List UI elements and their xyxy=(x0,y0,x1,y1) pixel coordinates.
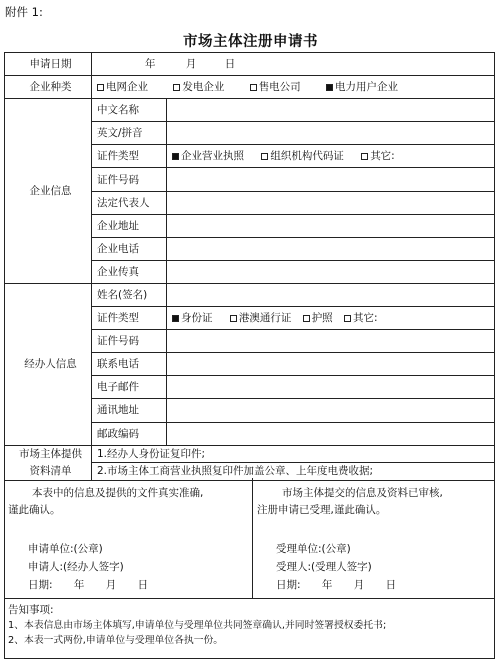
applicant-confirmation-block xyxy=(4,478,253,598)
notice-section xyxy=(4,598,495,660)
apply-date-label: 申请日期 xyxy=(5,53,92,76)
enterprise-type-option[interactable]: 售电公司 xyxy=(250,81,301,93)
field-label: 英文/拼音 xyxy=(92,122,167,145)
notice-item: 2、本表一式两份,申请单位与受理单位各执一份。 xyxy=(8,635,224,646)
field-label: 证件类型 xyxy=(92,145,167,168)
applicant-unit-label: 申请单位:(公章) xyxy=(28,543,103,555)
field-label: 电子邮件 xyxy=(92,376,167,399)
field-label: 企业电话 xyxy=(92,237,167,260)
cert-option[interactable]: 护照 xyxy=(303,312,333,324)
field-label: 中文名称 xyxy=(92,99,167,122)
field-label: 法定代表人 xyxy=(92,191,167,214)
field-label: 邮政编码 xyxy=(92,422,167,445)
applicant-person-label: 申请人:(经办人签字) xyxy=(28,561,124,573)
form-title: 市场主体注册申请书 xyxy=(183,34,318,50)
field-label: 证件号码 xyxy=(92,330,167,353)
materials-label: 市场主体提供 资料清单 xyxy=(5,445,92,480)
apply-date-month: 月 xyxy=(185,58,197,71)
field-label: 证件号码 xyxy=(92,168,167,191)
acceptor-confirmation-block xyxy=(252,478,495,598)
enterprise-type-option[interactable]: 电网企业 xyxy=(97,81,148,93)
materials-item: 2.市场主体工商营业执照复印件加盖公章、上年度电费收据; xyxy=(92,463,495,481)
field-label: 联系电话 xyxy=(92,353,167,376)
notice-item: 1、本表信息由市场主体填写,申请单位与受理单位共同签章确认,并同时签署授权委托书; xyxy=(8,620,387,631)
enterprise-type-option[interactable]: 电力用户企业 xyxy=(326,81,398,93)
cert-option[interactable]: 其它: xyxy=(344,312,378,324)
apply-date-day: 日 xyxy=(224,58,236,71)
applicant-statement: 谨此确认。 xyxy=(8,504,61,516)
applicant-statement: 本表中的信息及提供的文件真实准确, xyxy=(32,487,204,499)
field-label: 企业传真 xyxy=(92,260,167,283)
field-label: 证件类型 xyxy=(92,307,167,330)
apply-date-year: 年 xyxy=(145,58,156,71)
enterprise-type-option[interactable]: 发电企业 xyxy=(173,81,224,93)
cert-option[interactable]: 企业营业执照 xyxy=(172,150,244,162)
acceptor-date[interactable]: 日期: 年 月 日 xyxy=(276,579,397,591)
acceptor-unit-label: 受理单位:(公章) xyxy=(276,543,351,555)
attachment-label: 附件 1: xyxy=(5,5,43,19)
agent-info-section-label: 经办人信息 xyxy=(5,283,92,445)
field-label: 姓名(签名) xyxy=(92,283,167,306)
enterprise-type-label: 企业种类 xyxy=(5,76,92,99)
acceptor-person-label: 受理人:(受理人签字) xyxy=(276,561,372,573)
applicant-date[interactable]: 日期: 年 月 日 xyxy=(28,579,149,591)
cert-option[interactable]: 组织机构代码证 xyxy=(261,150,344,162)
field-label: 企业地址 xyxy=(92,214,167,237)
acceptor-statement: 注册申请已受理,谨此确认。 xyxy=(257,504,387,516)
notice-title: 告知事项: xyxy=(8,604,54,616)
materials-item: 1.经办人身份证复印件; xyxy=(92,445,495,463)
acceptor-statement: 市场主体提交的信息及资料已审核, xyxy=(282,487,443,499)
enterprise-info-section-label: 企业信息 xyxy=(5,99,92,284)
field-label: 通讯地址 xyxy=(92,399,167,422)
cert-option[interactable]: 港澳通行证 xyxy=(230,312,292,324)
cert-option[interactable]: 身份证 xyxy=(172,312,213,324)
cert-option[interactable]: 其它: xyxy=(361,150,395,162)
